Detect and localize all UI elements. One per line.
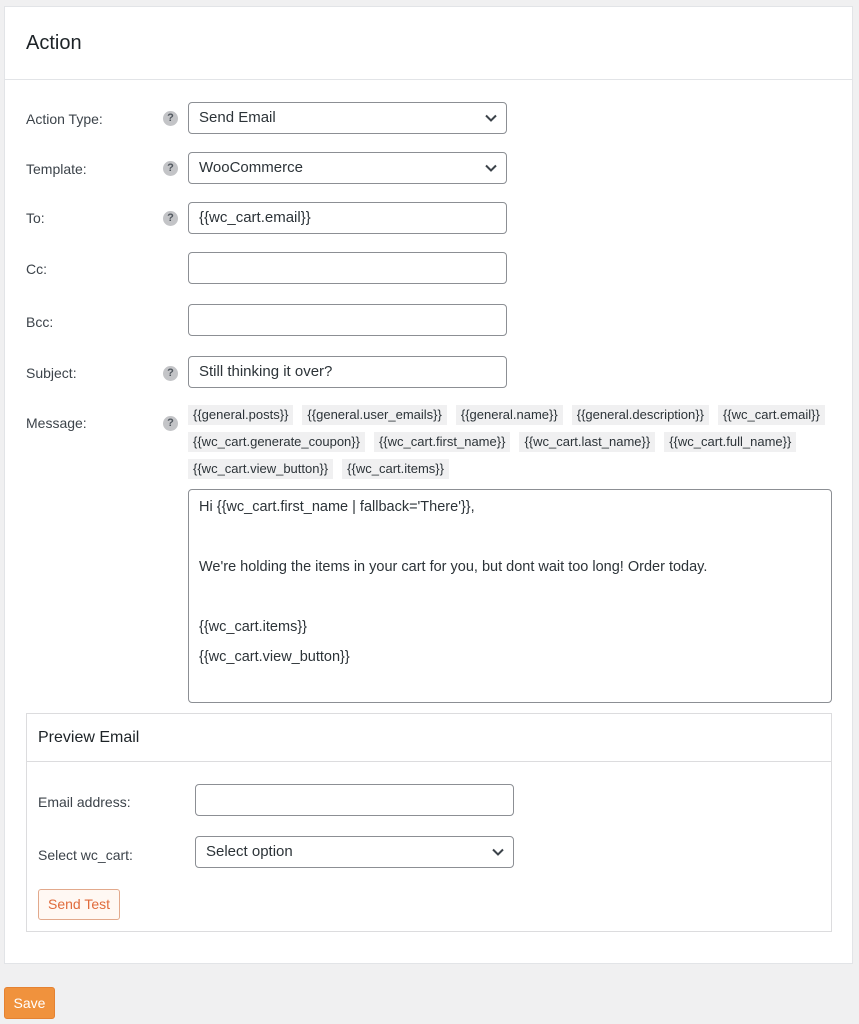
select-wc-cart-dropdown[interactable]	[195, 836, 514, 868]
select-wc-cart-value: Select option	[206, 843, 293, 860]
to-field[interactable]: {{wc_cart.email}}	[188, 202, 507, 234]
merge-tag[interactable]: {{wc_cart.generate_coupon}}	[188, 432, 365, 452]
merge-tag[interactable]: {{wc_cart.view_button}}	[188, 459, 333, 479]
cc-label: Cc:	[26, 261, 47, 277]
subject-label: Subject:	[26, 365, 77, 381]
action-panel	[4, 6, 853, 964]
subject-help-icon[interactable]: ?	[163, 366, 178, 381]
merge-tag[interactable]: {{wc_cart.last_name}}	[519, 432, 655, 452]
send-test-button[interactable]: Send Test	[38, 889, 120, 920]
merge-tag[interactable]: {{general.posts}}	[188, 405, 293, 425]
template-select[interactable]	[188, 152, 507, 184]
merge-tag[interactable]: {{wc_cart.email}}	[718, 405, 825, 425]
select-wc-cart-label: Select wc_cart:	[38, 847, 133, 863]
message-help-icon[interactable]: ?	[163, 416, 178, 431]
merge-tag[interactable]: {{general.description}}	[572, 405, 709, 425]
message-line: We're holding the items in your cart for you, but dont wait too long! Order today.	[199, 559, 708, 575]
message-line: {{wc_cart.items}}	[199, 619, 307, 635]
message-textarea[interactable]	[188, 489, 832, 703]
merge-tags	[188, 405, 838, 486]
preview-email-section	[26, 713, 832, 932]
cc-field[interactable]	[188, 252, 507, 284]
template-help-icon[interactable]: ?	[163, 161, 178, 176]
merge-tag[interactable]: {{wc_cart.full_name}}	[664, 432, 796, 452]
save-button[interactable]: Save	[4, 987, 55, 1019]
action-type-select[interactable]	[188, 102, 507, 134]
preview-header	[27, 714, 831, 762]
merge-tag[interactable]: {{wc_cart.first_name}}	[374, 432, 510, 452]
chevron-down-icon	[485, 113, 497, 123]
template-label: Template:	[26, 161, 87, 177]
bcc-field[interactable]	[188, 304, 507, 336]
panel-title: Action	[26, 31, 82, 54]
action-type-value: Send Email	[199, 109, 276, 126]
subject-field[interactable]: Still thinking it over?	[188, 356, 507, 388]
merge-tag[interactable]: {{general.user_emails}}	[302, 405, 446, 425]
bcc-label: Bcc:	[26, 314, 54, 330]
template-value: WooCommerce	[199, 159, 303, 176]
chevron-down-icon	[485, 163, 497, 173]
message-line: {{wc_cart.view_button}}	[199, 649, 350, 665]
merge-tag[interactable]: {{general.name}}	[456, 405, 563, 425]
action-type-label: Action Type:	[26, 111, 103, 127]
panel-header	[5, 7, 852, 80]
message-line: Hi {{wc_cart.first_name | fallback='There'}},	[199, 499, 475, 515]
chevron-down-icon	[492, 847, 504, 857]
to-label: To:	[26, 210, 45, 226]
merge-tag[interactable]: {{wc_cart.items}}	[342, 459, 449, 479]
preview-title: Preview Email	[38, 728, 140, 746]
message-label: Message:	[26, 415, 87, 431]
action-type-help-icon[interactable]: ?	[163, 111, 178, 126]
email-address-field[interactable]	[195, 784, 514, 816]
to-help-icon[interactable]: ?	[163, 211, 178, 226]
email-address-label: Email address:	[38, 794, 131, 810]
